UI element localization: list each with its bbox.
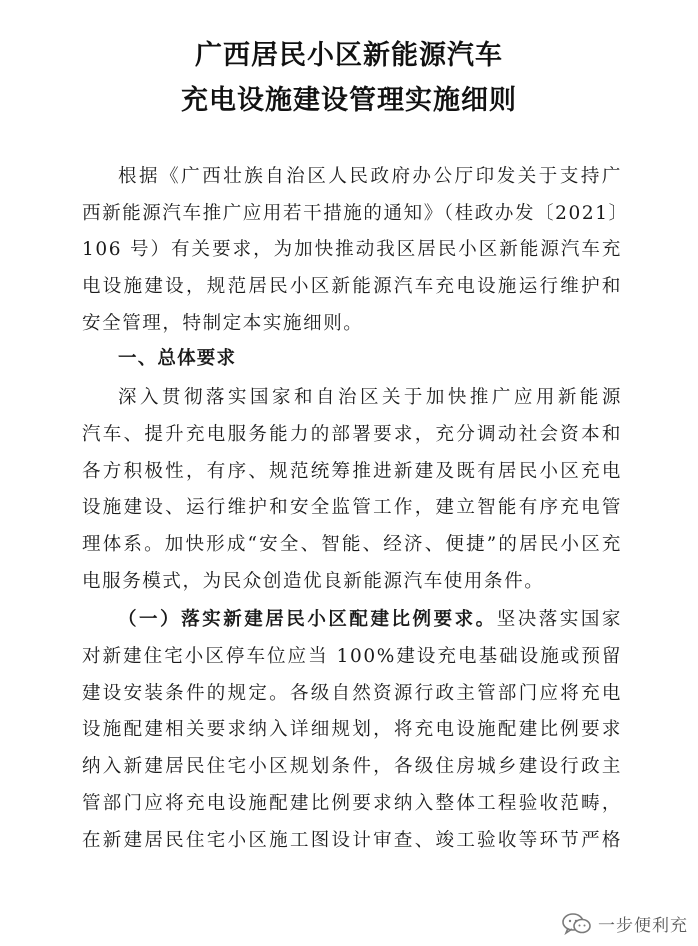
intro-line-3: 106 号）有关要求，为加快推动我区居民小区新能源汽车充 xyxy=(82,239,622,260)
subsection-first-line-tail: 坚决落实国家 xyxy=(496,609,622,630)
intro-line-4: 电设施建设，规范居民小区新能源汽车充电设施运行维护和 xyxy=(82,276,622,297)
watermark-text: 一步便利充 xyxy=(598,916,688,936)
document-title-line1: 广西居民小区新能源汽车 xyxy=(195,40,503,71)
intro-line-2: 西新能源汽车推广应用若干措施的通知》（桂政办发〔2021〕 xyxy=(82,203,629,224)
subsection-body-line-5: 管部门应将充电设施配建比例要求纳入整体工程验收范畴， xyxy=(82,793,622,814)
section-body-line-5: 理体系。加快形成“安全、智能、经济、便捷”的居民小区充 xyxy=(82,534,622,555)
watermark xyxy=(562,911,688,936)
subsection-first-line xyxy=(118,606,622,634)
subsection-body-line-1: 对新建住宅小区停车位应当 100%建设充电基础设施或预留 xyxy=(82,646,622,667)
section-body-line-2: 汽车、提升充电服务能力的部署要求，充分调动社会资本和 xyxy=(82,424,622,445)
intro-line-5: 安全管理，特制定本实施细则。 xyxy=(82,313,364,334)
section-body-line-3: 各方积极性，有序、规范统筹推进新建及既有居民小区充电 xyxy=(82,461,622,482)
subsection-body-line-6: 在新建居民住宅小区施工图设计审查、竣工验收等环节严格 xyxy=(82,830,622,851)
wechat-icon xyxy=(562,912,592,936)
section-body-line-4: 设施建设、运行维护和安全监管工作，建立智能有序充电管 xyxy=(82,497,622,518)
subsection-body-line-3: 设施配建相关要求纳入详细规划，将充电设施配建比例要求 xyxy=(82,719,622,740)
subsection-body-line-4: 纳入新建居民住宅小区规划条件，各级住房城乡建设行政主 xyxy=(82,756,622,777)
section-body-line-6: 电服务模式，为民众创造优良新能源汽车使用条件。 xyxy=(82,571,545,592)
subsection-heading: （一）落实新建居民小区配建比例要求。 xyxy=(118,609,497,630)
intro-line-1: 根据《广西壮族自治区人民政府办公厅印发关于支持广 xyxy=(118,166,622,187)
document-title-line2: 充电设施建设管理实施细则 xyxy=(181,85,517,116)
section-body-line-1: 深入贯彻落实国家和自治区关于加快推广应用新能源 xyxy=(118,387,622,408)
section-heading: 一、总体要求 xyxy=(118,348,237,369)
subsection-body-line-2: 建设安装条件的规定。各级自然资源行政主管部门应将充电 xyxy=(82,683,622,704)
